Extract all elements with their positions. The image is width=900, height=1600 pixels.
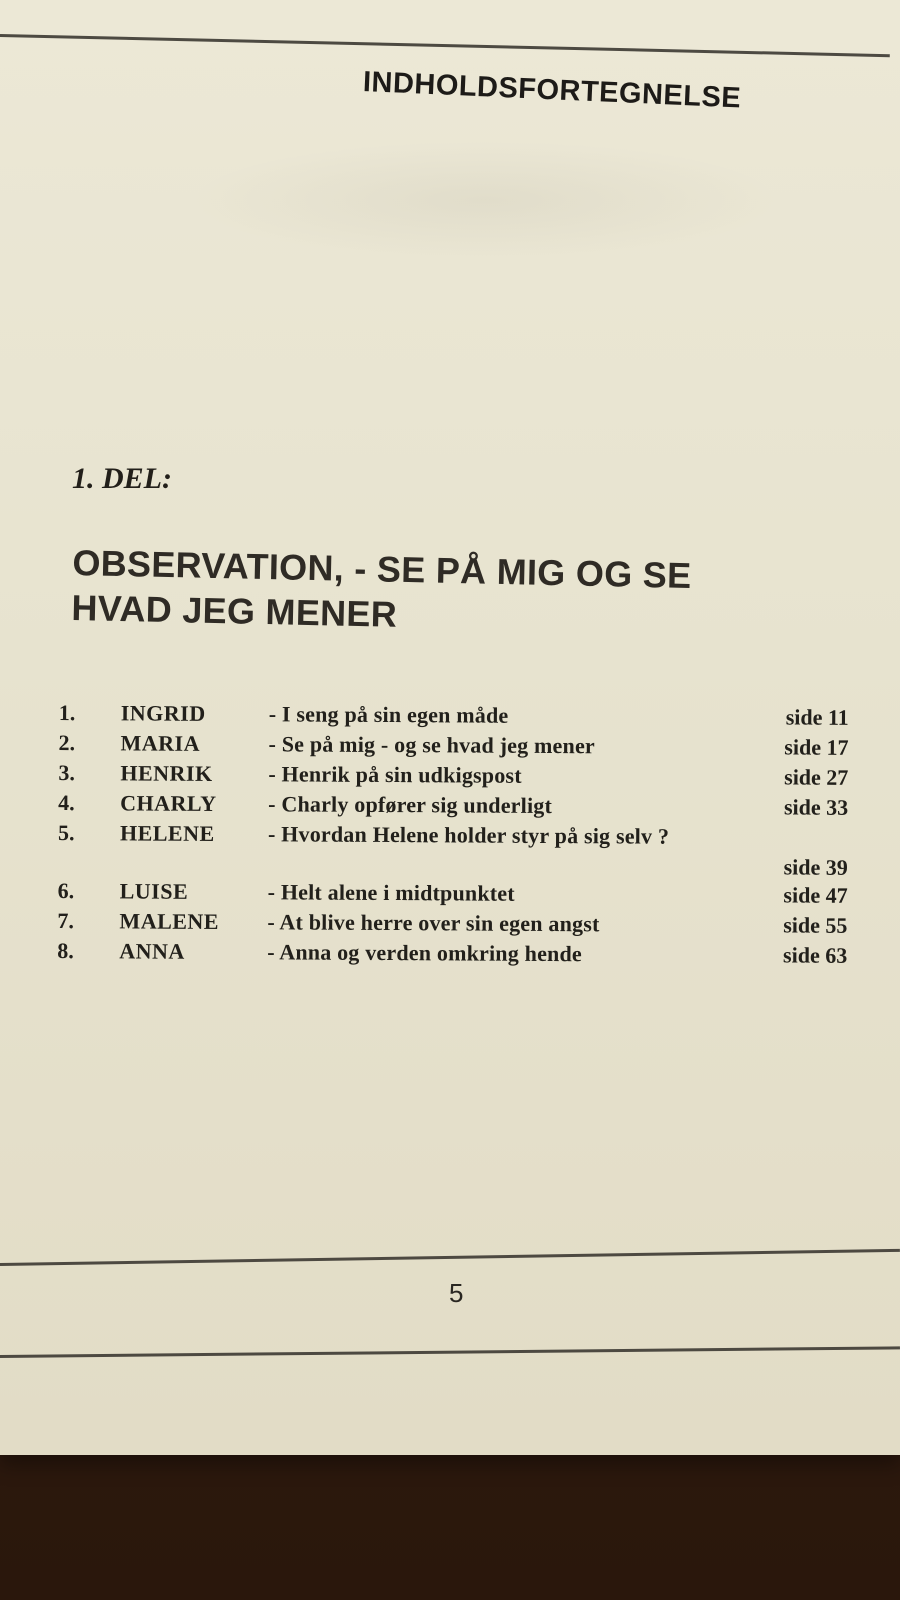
toc-entry-name: MALENE bbox=[119, 908, 220, 934]
toc-entry-page: side 27 bbox=[784, 764, 849, 790]
toc-entry-page: side 63 bbox=[783, 942, 848, 968]
toc-entry-number: 7. bbox=[57, 907, 75, 934]
part-label: 1. DEL: bbox=[72, 462, 172, 495]
toc-entry-name: LUISE bbox=[119, 878, 189, 904]
toc-entry-name: CHARLY bbox=[120, 790, 217, 816]
toc-entry bbox=[58, 878, 848, 913]
table-of-contents bbox=[57, 700, 849, 973]
top-rule bbox=[0, 34, 890, 57]
toc-entry-page: side 33 bbox=[783, 794, 849, 820]
toc-entry-page: side 39 bbox=[783, 854, 848, 880]
toc-entry-title: - Helt alene i midtpunktet bbox=[267, 879, 515, 906]
page-heading: INDHOLDSFORTEGNELSE bbox=[362, 66, 742, 115]
footer-rule-upper bbox=[0, 1249, 900, 1266]
toc-entry-name: HELENE bbox=[119, 820, 215, 846]
toc-entry bbox=[57, 938, 847, 973]
toc-entry bbox=[59, 700, 849, 735]
toc-entry-name: ANNA bbox=[119, 938, 185, 964]
toc-entry-title: - Hvordan Helene holder styr på sig selv ? bbox=[267, 821, 670, 849]
toc-entry-page: side 17 bbox=[784, 734, 849, 760]
toc-entry-number: 8. bbox=[57, 937, 74, 964]
toc-entry-number: 4. bbox=[58, 790, 75, 816]
toc-entry bbox=[57, 908, 847, 943]
page-number: 5 bbox=[449, 1278, 464, 1308]
toc-entry bbox=[58, 730, 848, 765]
toc-entry-page: side 11 bbox=[785, 704, 849, 730]
footer-rule-lower bbox=[0, 1346, 900, 1358]
toc-entry-name: HENRIK bbox=[120, 760, 213, 786]
toc-entry-page: side 55 bbox=[783, 912, 848, 938]
part-title-line-2: HVAD JEG MENER bbox=[71, 586, 398, 635]
toc-entry-number: 1. bbox=[58, 700, 76, 726]
toc-entry-title: - Charly opfører sig underligt bbox=[268, 791, 553, 819]
toc-entry-title: - I seng på sin egen måde bbox=[268, 701, 509, 728]
toc-entry-name: MARIA bbox=[120, 730, 201, 756]
toc-entry-title: - At blive herre over sin egen angst bbox=[267, 909, 600, 937]
toc-entry bbox=[58, 820, 848, 883]
part-title bbox=[71, 540, 833, 646]
toc-entry bbox=[58, 760, 848, 795]
toc-entry-number: 3. bbox=[58, 760, 75, 786]
toc-entry-title: - Se på mig - og se hvad jeg mener bbox=[268, 731, 596, 759]
toc-entry-number: 2. bbox=[58, 730, 76, 756]
toc-entry-name: INGRID bbox=[120, 700, 206, 726]
toc-entry-number: 5. bbox=[57, 820, 75, 846]
toc-entry-number: 6. bbox=[57, 877, 75, 904]
show-through-text bbox=[185, 140, 785, 260]
toc-entry-title: - Anna og verden omkring hende bbox=[267, 939, 583, 967]
part-title-line-1: OBSERVATION, - SE PÅ MIG OG SE bbox=[72, 542, 692, 596]
toc-entry bbox=[58, 790, 848, 825]
toc-entry-title: - Henrik på sin udkigspost bbox=[268, 761, 522, 788]
toc-entry-page: side 47 bbox=[783, 882, 848, 908]
